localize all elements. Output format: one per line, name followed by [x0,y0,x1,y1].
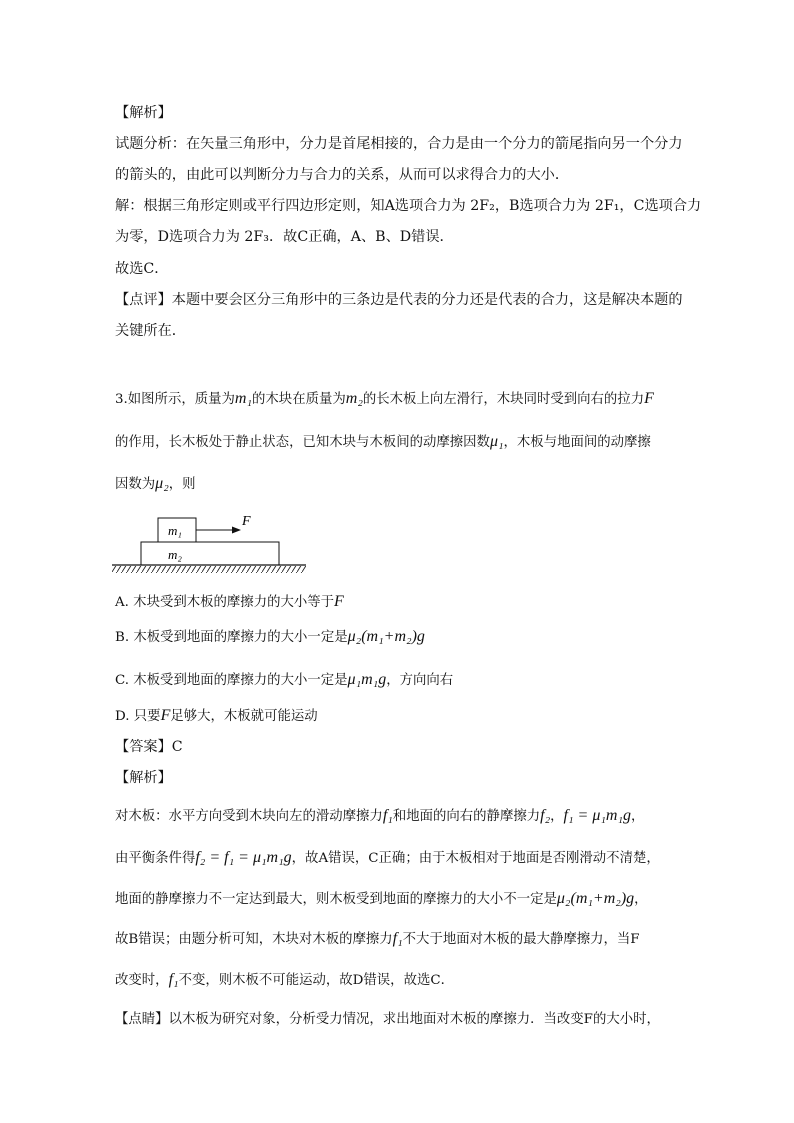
var-mu2: μ₂ [155,475,169,492]
formula-mu1m1g: μ₁m₁g [347,671,387,688]
jiexi-heading-2: 【解析】 [115,770,172,786]
explanation-line-3: 地面的静摩擦力不一定达到最大，则木板受到地面的摩擦力的大小不一定是μ₂(m₁+m₂)g， [115,890,648,907]
solution-line-2: 为零，D选项合力为 2F₃．故C正确，A、B、D错误． [115,229,454,245]
jiexi-heading: 【解析】 [115,105,172,121]
block-m1-label: m₁ [168,523,182,538]
point-line: 【点睛】以木板为研究对象，分析受力情况，求出地面对木板的摩擦力．当改变F的大小时， [115,1012,660,1027]
formula-f1: f₁ = μ₁m₁g [563,807,632,824]
analysis-line-2: 的箭头的，由此可以判断分力与合力的关系，从而可以求得合力的大小． [115,167,570,183]
force-arrow-head [232,527,241,534]
explanation-line-2: 由平衡条件得f₂ = f₁ = μ₁m₁g，故A错误，C正确；由于木板相对于地面是否刚滑动不清楚， [115,849,660,866]
comment-line-1: 【点评】本题中要会区分三角形中的三条边是代表的分力还是代表的合力，这是解决本题的 [115,292,683,308]
question3-line-2: 的作用，长木板处于静止状态，已知木块与木板间的动摩擦因数μ₁，木板与地面间的动摩擦 [115,433,651,450]
answer-line: 【答案】C [115,739,183,755]
block-board-figure [112,508,308,578]
var-F: F [644,390,654,407]
formula-mu2-sum: μ₂(m₁+m₂)g [347,628,425,645]
explanation-line-1: 对木板：水平方向受到木块向左的滑动摩擦力f₁和地面的向右的静摩擦力f₂，f₁ = μ₁m₁g， [115,807,645,824]
var-m1: m₁ [234,390,253,407]
var-m2: m₂ [345,390,363,407]
ground-hatch [112,566,306,573]
question3-line-1: 3.如图所示，质量为m₁的木块在质量为m₂的长木板上向左滑行，木块同时受到向右的拉力F [115,390,654,407]
board-m2-label: m₂ [168,547,182,562]
explanation-line-5: 改变时，f₁不变，则木板不可能运动，故D错误，故选C． [115,971,454,988]
option-a: A. 木块受到木板的摩擦力的大小等于F [115,593,344,610]
choose-line: 故选C． [115,261,169,277]
option-b: B. 木板受到地面的摩擦力的大小一定是μ₂(m₁+m₂)g [115,628,425,645]
var-mu1: μ₁ [489,433,504,450]
question3-line-3: 因数为μ₂，则 [115,475,196,492]
comment-line-2: 关键所在． [115,323,186,339]
formula-max-friction: μ₂(m₁+m₂)g [556,890,635,907]
solution-line-1: 解：根据三角形定则或平行四边形定则，知A选项合力为 2F₂，B选项合力为 2F₁，C选项合力 [115,198,702,214]
option-d: D. 只要F足够大，木板就可能运动 [115,707,318,724]
explanation-line-4: 故B错误；由题分析可知，木块对木板的摩擦力f₁不大于地面对木板的最大静摩擦力，当F [115,930,640,947]
analysis-line-1: 试题分析：在矢量三角形中，分力是首尾相接的，合力是由一个分力的箭尾指向另一个分力 [115,136,683,152]
option-c: C. 木板受到地面的摩擦力的大小一定是μ₁m₁g，方向向右 [115,671,454,688]
board-m2 [141,542,279,565]
force-label: F [242,514,251,529]
formula-f2: f₂ = f₁ = μ₁m₁g [195,849,292,866]
